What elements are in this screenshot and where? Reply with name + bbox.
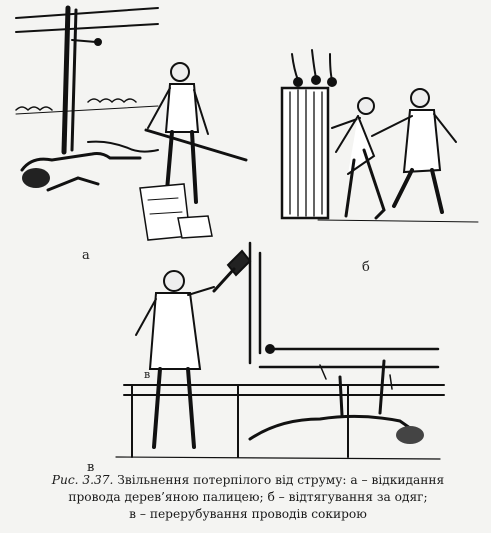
caption-line-1-text: Звільнення потерпілого від струму: а – відкидання bbox=[113, 473, 445, 487]
label-b: б bbox=[362, 260, 370, 275]
caption-line-3: в – перерубування проводів сокирою bbox=[129, 507, 367, 521]
label-c: в bbox=[87, 460, 95, 475]
illustration-pull-by-clothing bbox=[278, 40, 483, 240]
illustration-axe-cut-wires bbox=[110, 225, 450, 465]
label-c-inner: в bbox=[144, 368, 151, 381]
figure-reference: Рис. 3.37. bbox=[51, 473, 114, 487]
illustration-stick-rescue bbox=[8, 2, 268, 242]
caption-line-2: провода дерев’яною палицею; б – відтягування за одяг; bbox=[68, 490, 428, 504]
label-a: а bbox=[82, 248, 90, 263]
caption-line-1 bbox=[14, 472, 482, 489]
figure-caption bbox=[14, 472, 482, 523]
